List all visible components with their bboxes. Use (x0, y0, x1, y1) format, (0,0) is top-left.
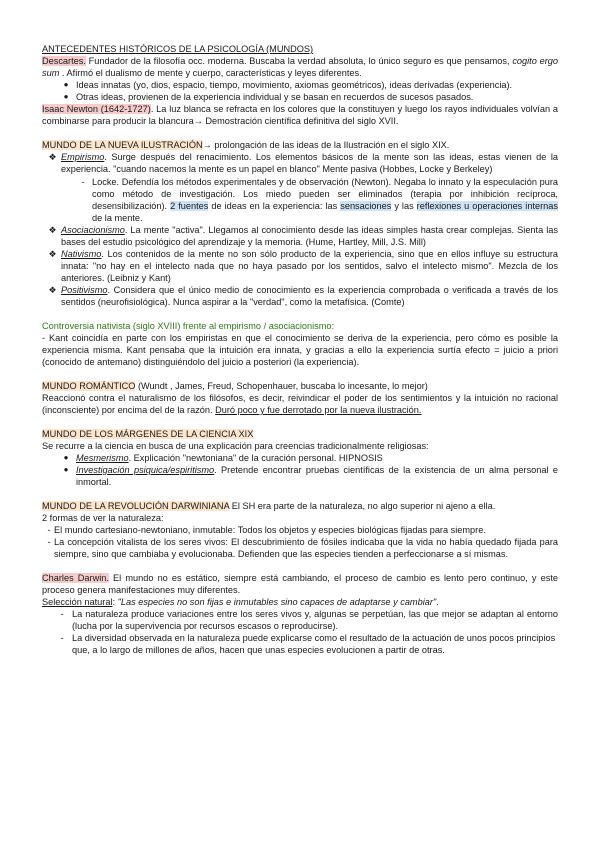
diamond-bullet-icon: ❖ (48, 285, 57, 295)
margenes-intro: Se recurre a la ciencia en busca de una explicación para creencias tradicionalmente religiosas: (42, 441, 429, 451)
bullet-icon: ● (63, 80, 69, 89)
ilustracion-heading-rest: → prolongación de las ideas de la Ilustración en el siglo XIX. (202, 140, 450, 150)
descartes-name: Descartes. (42, 56, 86, 66)
darwin-item (42, 608, 558, 632)
darwin-item-text: La diversidad observada en la naturaleza puede explicarse como el resultado de la actuación de unos pocos principios que, a lo largo de millones de años, hacen que unas especies evolucionen a partir de otras. (72, 633, 556, 655)
newton-name: Isaac Newton (1642-1727) (42, 104, 151, 114)
romantico-body: Reaccionó contra el naturalismo de los filósofos, es decir, reivindicar el poder de los sentimientos y la intuición no racional (inconsciente) por encima del de la razón. (42, 393, 558, 415)
darwin-item (42, 632, 558, 656)
romantico-heading (42, 380, 558, 392)
descartes-paragraph (42, 55, 558, 79)
espiritismo-text: . Pretende encontrar pruebas científicas de la existencia de un alma personal e inmortal. (76, 465, 558, 487)
bullet-icon: ● (63, 465, 69, 474)
empirismo-term: Empirismo (61, 152, 105, 162)
descartes-text: Fundador de la filosofía occ. moderna. Buscaba la verdad absoluta, lo único seguro es que pensamos, (85, 56, 513, 66)
empirismo-text: . Surge después del renacimiento. Los elementos básicos de la mente son las ideas, estas vienen de la experiencia. "cuando nacemos la mente es un papel en blanco" Mente pasiva (Hobbes, Locke y Berkeley) (61, 152, 558, 174)
espiritismo-item (42, 464, 558, 488)
seleccion-colon: : (112, 597, 118, 607)
darwiniana-item-text: El mundo cartesiano-newtoniano, inmutable: Todos los objetos y especies biológicas fijadas para siempre. (54, 525, 486, 535)
darwin-paragraph (42, 572, 558, 596)
diamond-bullet-icon: ❖ (48, 152, 57, 162)
document-title: ANTECEDENTES HISTÓRICOS DE LA PSICOLOGÍA (MUNDOS) (42, 44, 314, 54)
positivismo-term: Positivismo (61, 285, 108, 295)
ilustracion-heading-label: MUNDO DE LA NUEVA ILUSTRACIÓN (42, 140, 203, 150)
seleccion-quote: "Las especies no son fijas e inmutables sino capaces de adaptarse y cambiar" (117, 597, 437, 607)
seleccion-natural (42, 596, 558, 608)
darwiniana-intro: 2 formas de ver la naturaleza: (42, 513, 164, 523)
locke-highlight: reflexiones u operaciones internas (416, 201, 558, 211)
locke-item (42, 176, 558, 224)
darwin-text: El mundo no es estático, siempre está cambiando, el proceso de cambio es lento pero continuo, y este proceso genera manifestaciones muy diferentes. (42, 573, 559, 595)
darwiniana-item-text: La concepción vitalista de los seres vivos: El descubrimiento de fósiles indicaba que la vida no había quedado fijada para siempre, sino que cambiaba y evolucionaba. Defienden que las especies tienden a perfeccionarse a sí mismas. (54, 537, 558, 559)
descartes-bullet-text: Otras ideas, provienen de la experiencia individual y se basan en recuerdos de sucesos pasados. (76, 92, 474, 102)
romantico-text (42, 392, 558, 416)
darwin-item-text: La naturaleza produce variaciones entre los seres vivos y, algunas se perpetúan, las que mejor se adaptan al entorno (lucha por la supervivencia por recursos escasos o reproducirse). (72, 609, 558, 631)
darwiniana-item (42, 524, 558, 536)
nativismo-text: . Los contenidos de la mente no son sólo producto de la experiencia, sino que en ellos influye su estructura innata: "no hay en el intelecto nada que no haya pasado por los sentidos, salvo el intelecto mismo". Mezcla de los anteriores. (Leibniz y Kant) (61, 249, 558, 283)
seleccion-end: . (436, 597, 439, 607)
asociacionismo-text: . La mente "activa". Llegamos al conocimiento desde las ideas simples hasta crear complejas. Sienta las bases del estudio psicológico del aprendizaje y la memoria. (Hume, Hartley, Mill, J.S. Mill) (61, 225, 558, 247)
romantico-heading-rest: (Wundt , James, Freud, Schopenhauer, buscaba lo incesante, lo mejor) (135, 381, 428, 391)
positivismo-text: . Considera que el único medio de conocimiento es la experiencia comprobada o verificada a través de los sentidos (neurofisiológica). Nunca aspirar a la "verdad", como la metafísica. (Comte) (61, 285, 558, 307)
positivismo-item (42, 284, 558, 308)
dash-bullet-icon: - (60, 633, 64, 643)
ilustracion-heading (42, 139, 558, 151)
seleccion-label: Selección natural (42, 597, 113, 607)
dash-bullet-icon: - (47, 537, 51, 547)
espiritismo-term: Investigación psiquica/espiritismo (76, 465, 215, 475)
locke-text: de la mente. (92, 213, 143, 223)
empirismo-item (42, 151, 558, 175)
locke-text: y las (391, 201, 417, 211)
asociacionismo-item (42, 224, 558, 248)
locke-highlight: sensaciones (340, 201, 392, 211)
descartes-quote: cogito ergo sum (42, 56, 558, 78)
darwin-name: Charles Darwin. (42, 573, 109, 583)
controversia-heading: Controversia nativista (siglo XVIII) frente al empirismo / asociacionismo: (42, 321, 335, 331)
dash-bullet-icon: - (81, 177, 85, 187)
newton-paragraph (42, 103, 558, 127)
mesmerismo-term: Mesmerismo (76, 453, 129, 463)
dash-bullet-icon: - (60, 609, 64, 619)
darwiniana-heading-rest: El SH era parte de la naturaleza, no algo superior ni ajeno a ella. (229, 501, 496, 511)
romantico-conclusion: Duró poco y fue derrotado por la nueva ilustración. (215, 405, 422, 415)
darwiniana-heading (42, 500, 558, 512)
nativismo-item (42, 248, 558, 284)
nativismo-term: Nativismo (61, 249, 102, 259)
romantico-heading-label: MUNDO ROMÁNTICO (42, 381, 136, 391)
darwiniana-heading-label: MUNDO DE LA REVOLUCIÓN DARWINIANA (42, 501, 230, 511)
asociacionismo-term: Asociacionismo (61, 225, 125, 235)
newton-text: . La luz blanca se refracta en los colores que la constituyen y luego los rayos individuales volvían a combinarse para producir la blancura→ Demostración científica definitiva del siglo XVII. (42, 104, 558, 126)
mesmerismo-text: . Explicación "newtoniana" de la curación personal. HIPNOSIS (128, 453, 383, 463)
mesmerismo-item (42, 452, 558, 464)
locke-text: Locke. Defendía los métodos experimentales y de observación (Newton). Negaba lo innato y la especulación pura como método de investigación. Los miedo pueden ser eliminados (terapia por inhibición recíproca, desensibilización). (92, 177, 558, 211)
bullet-icon: ● (63, 92, 69, 101)
bullet-icon: ● (63, 453, 69, 462)
diamond-bullet-icon: ❖ (48, 249, 57, 259)
descartes-text-end: . Afirmó el dualismo de mente y cuerpo, características y leyes diferentes. (59, 68, 362, 78)
dash-bullet-icon: - (47, 525, 51, 535)
locke-highlight: 2 fuentes (170, 201, 209, 211)
locke-text: de ideas en la experiencia: las (208, 201, 341, 211)
darwiniana-item (42, 536, 558, 560)
descartes-bullet-text: Ideas innatas (yo, dios, espacio, tiempo, movimiento, axiomas geométricos), ideas derivadas (experiencia). (76, 80, 513, 90)
margenes-heading (42, 428, 558, 440)
margenes-heading-label: MUNDO DE LOS MÁRGENES DE LA CIENCIA XIX (42, 429, 254, 439)
controversia-text: - Kant coincidía en parte con los empiristas en que el conocimiento se deriva de la experiencia, pero cómo es posible la experiencia misma. Kant pensaba que la intuición era innata, y gracias a ello la experiencia surtía efecto = juicio a priori (conocido de antemano) distinguiéndolo del juicio a posteriori (la experiencia). (42, 333, 558, 367)
descartes-bullet (42, 91, 558, 103)
descartes-bullet (42, 79, 558, 91)
document-page (42, 43, 558, 656)
diamond-bullet-icon: ❖ (48, 225, 57, 235)
